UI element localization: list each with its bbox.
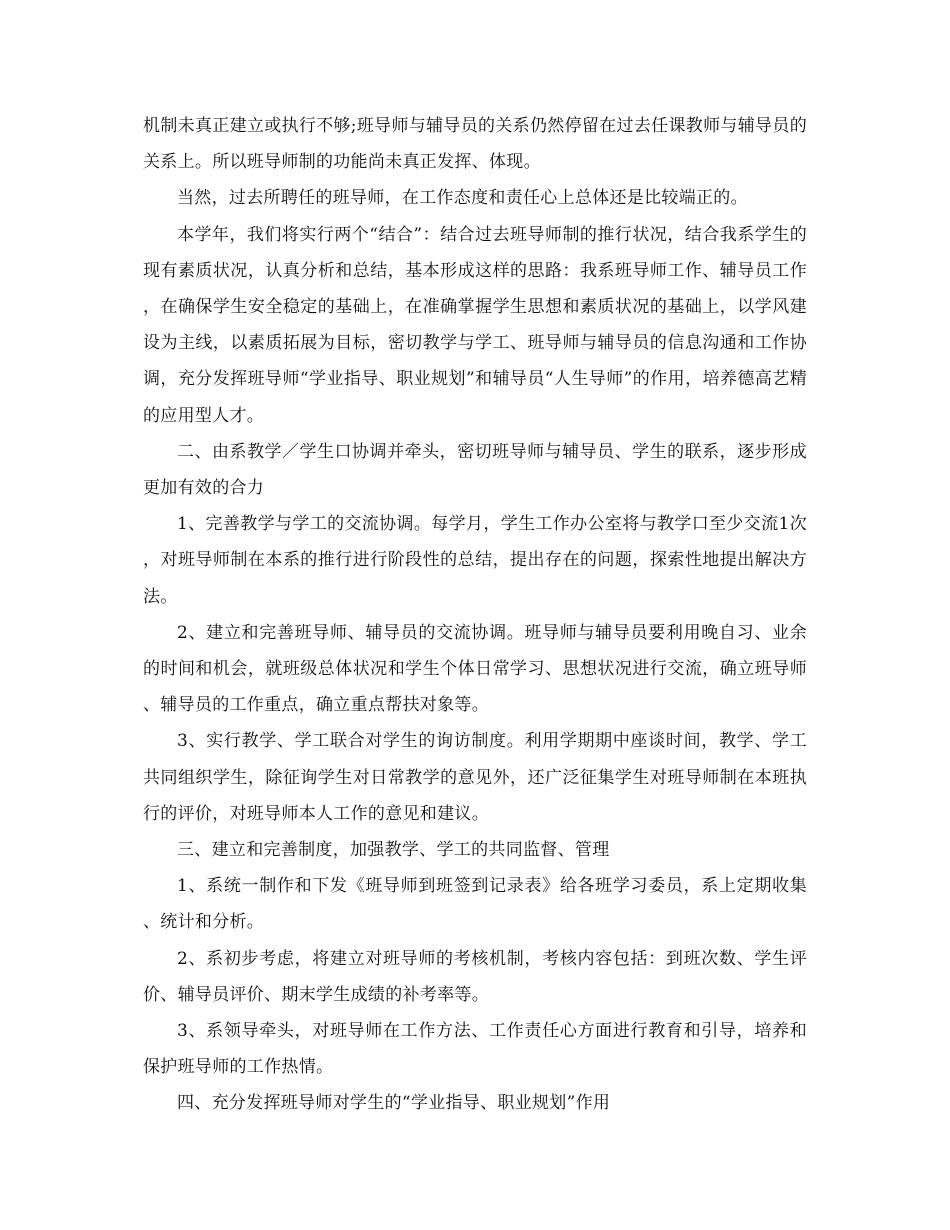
list-item-3-1: 1、系统一制作和下发《班导师到班签到记录表》给各班学习委员，系上定期收集、统计和分析。 bbox=[143, 876, 807, 933]
section-heading-2: 二、由系教学／学生口协调并牵头，密切班导师与辅导员、学生的联系，逐步形成更加有效的合力 bbox=[143, 441, 807, 499]
list-item-3-2: 2、系初步考虑，将建立对班导师的考核机制，考核内容包括：到班次数、学生评价、辅导员评价、期末学生成绩的补考率等。 bbox=[143, 948, 807, 1005]
list-item-2-1: 1、完善教学与学工的交流协调。每学月，学生工作办公室将与教学口至少交流1次，对班导师制在本系的推行进行阶段性的总结，提出存在的问题，探索性地提出解决方法。 bbox=[143, 514, 807, 607]
paragraph-attitude-note: 当然，过去所聘任的班导师，在工作态度和责任心上总体还是比较端正的。 bbox=[177, 188, 748, 209]
list-item-2-3: 3、实行教学、学工联合对学生的询访制度。利用学期期中座谈时间，教学、学工共同组织学生，除征询学生对日常教学的意见外，还广泛征集学生对班导师制在本班执行的评价，对班导师本人工作的意见和建议。 bbox=[143, 731, 807, 824]
document-body bbox=[143, 108, 807, 1122]
section-heading-3: 三、建立和完善制度，加强教学、学工的共同监督、管理 bbox=[177, 840, 610, 861]
paragraph-annual-plan: 本学年，我们将实行两个“结合”：结合过去班导师制的推行状况，结合我系学生的现有素质状况，认真分析和总结，基本形成这样的思路：我系班导师工作、辅导员工作，在确保学生安全稳定的基础上，在准确掌握学生思想和素质状况的基础上，以学风建设为主线，以素质拓展为目标，密切教学与学工、班导师与辅导员的信息沟通和工作协调，充分发挥班导师“学业指导、职业规划”和辅导员“人生导师”的作用，培养德高艺精的应用型人才。 bbox=[143, 224, 807, 426]
section-heading-4: 四、充分发挥班导师对学生的“学业指导、职业规划”作用 bbox=[177, 1093, 611, 1114]
list-item-3-3: 3、系领导牵头，对班导师在工作方法、工作责任心方面进行教育和引导，培养和保护班导师的工作热情。 bbox=[143, 1021, 807, 1078]
paragraph-continuation: 机制未真正建立或执行不够;班导师与辅导员的关系仍然停留在过去任课教师与辅导员的关系上。所以班导师制的功能尚未真正发挥、体现。 bbox=[143, 116, 807, 173]
list-item-2-2: 2、建立和完善班导师、辅导员的交流协调。班导师与辅导员要利用晚自习、业余的时间和机会，就班级总体状况和学生个体日常学习、思想状况进行交流，确立班导师、辅导员的工作重点，确立重点帮扶对象等。 bbox=[143, 622, 807, 716]
